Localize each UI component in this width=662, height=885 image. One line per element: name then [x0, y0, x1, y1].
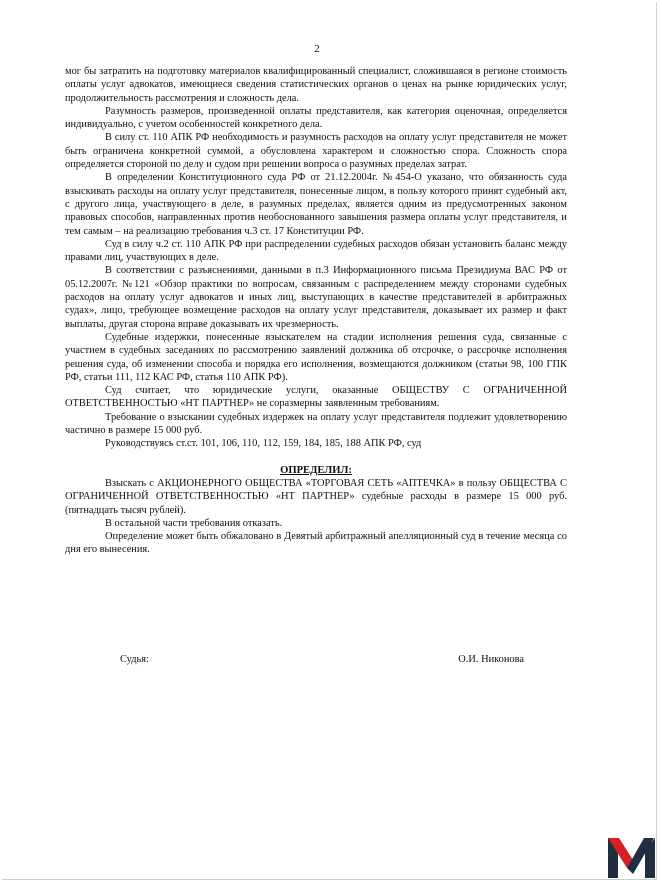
paragraph: Требование о взыскании судебных издержек на оплату услуг представителя подлежит удовлетворению частично в размере 15 000 руб. — [65, 411, 567, 437]
paragraph: В определении Конституционного суда РФ от 21.12.2004г. №454-О указано, что обязанность суда взыскивать расходы на оплату услуг представителя, понесенные лицом, в пользу которого принят судебный акт, с другого лица, участвующего в деле, в разумных пределах, является одним из предусмотренных законом правовых способов, направленных против необоснованного завышения размера оплаты услуг представителя, и тем самым – на реализацию требования ч.3 ст. 17 Конституции РФ. — [65, 172, 567, 237]
paragraph-continuation: мог бы затратить на подготовку материалов квалифицированный специалист, сложившаяся в регионе стоимость оплаты услуг адвокатов, имеющиеся сведения статистических органов о ценах на рынке юридических услуг, продолжительность рассмотрения и сложность дела. — [65, 66, 567, 104]
paragraph: В силу ст. 110 АПК РФ необходимость и разумность расходов на оплату услуг представителя не может быть ограничена конкретной суммой, а обусловлена характером и сложностью спора. Сложность спора определяется стороной по делу и судом при решении вопроса о разумных пределах затрат. — [65, 132, 567, 171]
document-page — [2, 2, 657, 880]
judge-label: Судья: — [120, 654, 149, 665]
judge-name: О.И. Никонова — [458, 654, 524, 665]
paragraph: Разумность размеров, произведенной оплаты представителя, как категория оценочная, определяется индивидуально, с учетом особенностей конкретного дела. — [65, 105, 567, 131]
paragraph: Судебные издержки, понесенные взыскателем на стадии исполнения решения суда, связанные с участием в судебных заседаниях по рассмотрению заявлений должника об отсрочке, о рассрочке исполнения решения суда, об изменении способа и порядка его исполнения, возмещаются должником (статьи 98, 100 ГПК РФ, статьи 111, 112 КАС РФ, статья 110 АПК РФ). — [65, 331, 567, 383]
paragraph: Суд в силу ч.2 ст. 110 АПК РФ при распределении судебных расходов обязан установить баланс между правами лиц, участвующих в деле. — [65, 238, 567, 264]
m-logo-icon — [606, 834, 658, 880]
paragraph: Суд считает, что юридические услуги, оказанные ОБЩЕСТВУ С ОГРАНИЧЕННОЙ ОТВЕТСТВЕННОСТЬЮ «НТ ПАРТНЕР» не соразмерны заявленным требованиям. — [65, 385, 567, 410]
document-body — [65, 65, 567, 557]
resolution-paragraph: Определение может быть обжаловано в Девятый арбитражный апелляционный суд в течение месяца со дня его вынесения. — [65, 531, 567, 556]
paragraph: В соответствии с разъяснениями, данными в п.3 Информационного письма Президиума ВАС РФ от 05.12.2007г. №121 «Обзор практики по вопросам, связанным с распределением между сторонами судебных расходов на оплату услуг адвокатов и иных лиц, выступающих в качестве представителей в арбитражных судах», лицо, требующее возмещение расходов на оплату услуг представителя, доказывает их размер и факт выплаты, другая сторона вправе доказывать их чрезмерность. — [65, 265, 567, 330]
resolution-paragraph: Взыскать с АКЦИОНЕРНОГО ОБЩЕСТВА «ТОРГОВАЯ СЕТЬ «АПТЕЧКА» в пользу ОБЩЕСТВА С ОГРАНИЧЕННОЙ ОТВЕТСТВЕННОСТЬЮ «НТ ПАРТНЕР» судебные расходы в размере 15 000 руб. (пятнадцать тысяч рублей). — [65, 477, 567, 516]
paragraph: Руководствуясь ст.ст. 101, 106, 110, 112, 159, 184, 185, 188 АПК РФ, суд — [105, 438, 422, 450]
ruling-heading: ОПРЕДЕЛИЛ: — [280, 464, 352, 476]
resolution-paragraph: В остальной части требования отказать. — [105, 517, 283, 529]
page-number: 2 — [314, 43, 320, 55]
